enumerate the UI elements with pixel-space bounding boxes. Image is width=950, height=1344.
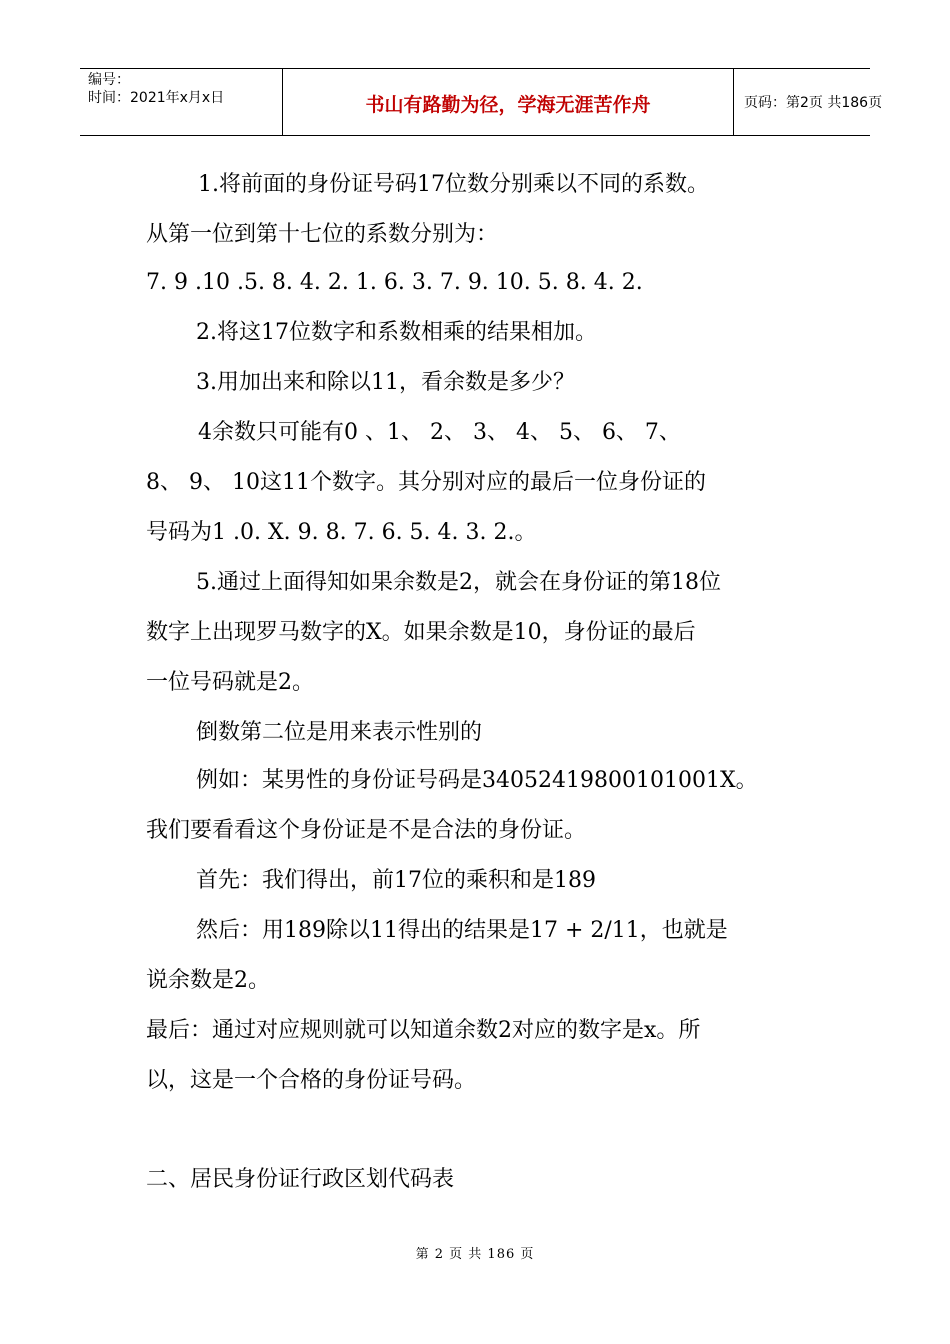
paragraph-line: 例如：某男性的身份证号码是34052419800101001X。 — [196, 768, 758, 793]
paragraph-line: 然后：用189除以11得出的结果是17 + 2/11，也就是 — [196, 918, 728, 943]
document-date: 时间：2021年x月x日 — [88, 90, 225, 106]
paragraph-line: 从第一位到第十七位的系数分别为： — [146, 222, 499, 247]
paragraph-line: 数字上出现罗马数字的Ⅹ。如果余数是10，身份证的最后 — [146, 620, 696, 645]
header-page-cell — [734, 69, 883, 135]
paragraph-line: 2.将这17位数字和系数相乘的结果相加。 — [196, 320, 597, 345]
paragraph-line: 说余数是2。 — [146, 968, 270, 993]
paragraph-line: 5.通过上面得知如果余数是2，就会在身份证的第18位 — [196, 570, 721, 595]
paragraph-line: 1.将前面的身份证号码17位数分别乘以不同的系数。 — [198, 172, 709, 197]
document-number: 编号： — [88, 72, 130, 88]
paragraph-line: 3.用加出来和除以11，看余数是多少？ — [196, 370, 575, 395]
paragraph-line: 号码为1 .0. X. 9. 8. 7. 6. 5. 4. 3. 2.。 — [146, 520, 537, 545]
paragraph-line: 我们要看看这个身份证是不是合法的身份证。 — [146, 818, 587, 843]
header-meta-cell — [80, 69, 282, 135]
header-page-info: 页码：第2页 共186页 — [744, 95, 883, 111]
motto-text: 书山有路勤为径，学海无涯苦作舟 — [365, 94, 651, 116]
page-header — [80, 68, 883, 136]
paragraph-line: 7. 9 .10 .5. 8. 4. 2. 1. 6. 3. 7. 9. 10. 5. 8. 4. 2. — [146, 270, 643, 295]
paragraph-line: 以，这是一个合格的身份证号码。 — [146, 1068, 477, 1093]
paragraph-line: 一位号码就是2。 — [146, 670, 314, 695]
paragraph-line: 倒数第二位是用来表示性别的 — [196, 720, 483, 745]
page-footer: 第 2 页 共 186 页 — [415, 1247, 535, 1262]
paragraph-line: 首先：我们得出，前17位的乘积和是189 — [196, 868, 596, 893]
section-heading: 二、居民身份证行政区划代码表 — [146, 1167, 455, 1192]
paragraph-line: 4余数只可能有0 、1、 2、 3、 4、 5、 6、 7、 — [198, 420, 681, 445]
header-motto-cell — [282, 69, 734, 135]
paragraph-line: 最后：通过对应规则就可以知道余数2对应的数字是x。所 — [146, 1018, 701, 1043]
paragraph-line: 8、 9、 10这11个数字。其分别对应的最后一位身份证的 — [146, 470, 706, 495]
